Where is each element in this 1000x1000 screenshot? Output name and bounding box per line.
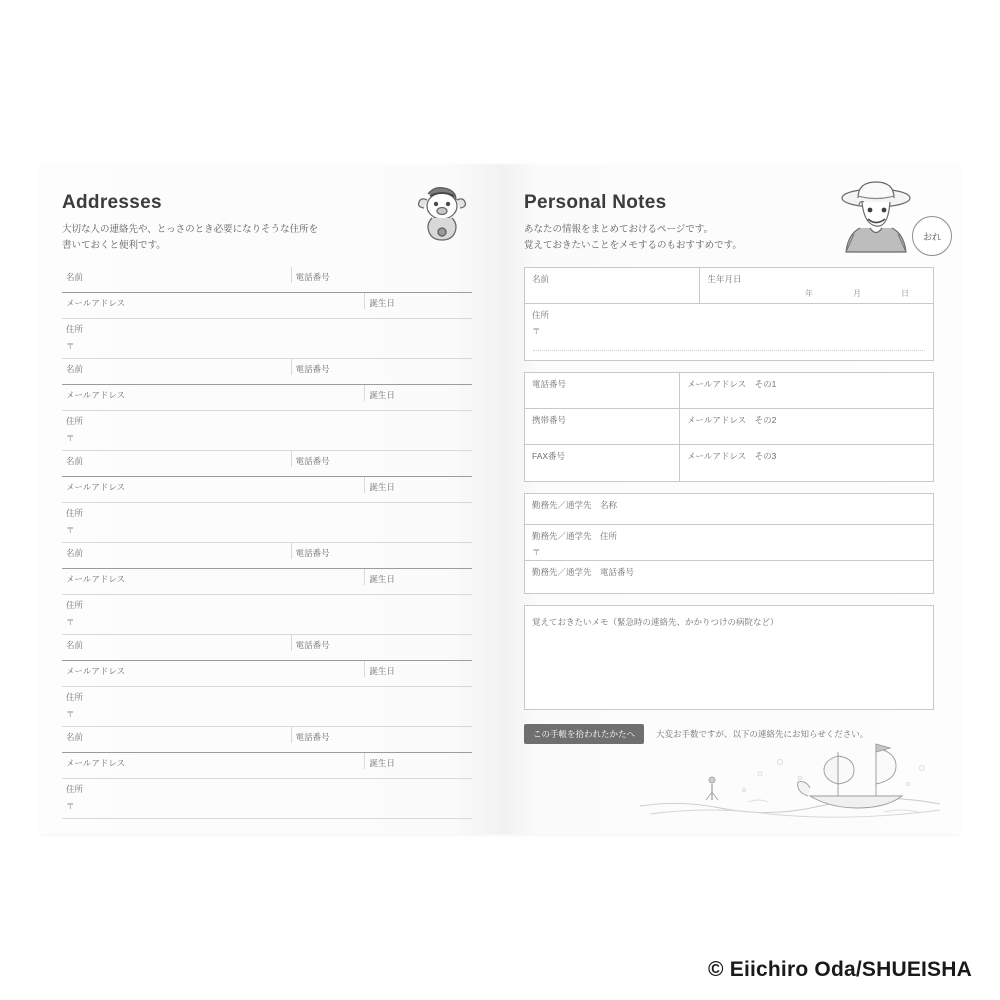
address-field-name[interactable]: 名前 <box>62 359 292 375</box>
field-mobile-label: 携帯番号 <box>532 415 567 426</box>
address-field-postal: 〒 <box>66 525 75 536</box>
address-field-address[interactable]: 住所 〒 <box>62 687 472 720</box>
address-field-postal: 〒 <box>66 433 75 444</box>
birthdate-ymd-hint: 年 月 日 <box>804 289 925 299</box>
field-address-label: 住所 <box>532 310 550 321</box>
field-fax[interactable] <box>525 445 680 481</box>
address-entry-row-email <box>62 385 472 411</box>
address-entry-row-address <box>62 411 472 451</box>
address-entry-row-address <box>62 687 472 727</box>
address-entry-row-name <box>62 359 472 385</box>
speech-bubble-text: おれ <box>922 231 941 242</box>
field-mobile[interactable] <box>525 409 680 445</box>
memo-box[interactable] <box>524 605 934 710</box>
address-entry-row-name <box>62 543 472 569</box>
address-entry <box>62 451 472 543</box>
address-entry-row-address <box>62 503 472 543</box>
address-entry-list <box>62 267 472 819</box>
address-field-birthday[interactable]: 誕生日 <box>369 574 395 585</box>
address-field-address[interactable]: 住所 〒 <box>62 319 472 352</box>
address-field-email[interactable]: メールアドレス <box>62 385 365 401</box>
address-entry-row-name <box>62 635 472 661</box>
address-entry-row-name <box>62 451 472 477</box>
address-entry <box>62 359 472 451</box>
address-field-birthday[interactable]: 誕生日 <box>369 390 395 401</box>
address-dotted-rule <box>533 350 925 351</box>
address-entry-row-name <box>62 727 472 753</box>
address-field-postal: 〒 <box>66 801 75 812</box>
field-phone-label: 電話番号 <box>532 379 567 390</box>
found-notebook-strip <box>524 724 934 744</box>
workplace-box <box>524 493 934 594</box>
field-email-1[interactable] <box>680 373 933 409</box>
field-work-name[interactable] <box>525 494 933 525</box>
address-field-name[interactable]: 名前 <box>62 635 292 651</box>
field-work-phone[interactable] <box>525 561 933 593</box>
address-field-birthday[interactable]: 誕生日 <box>369 482 395 493</box>
address-field-phone[interactable]: 電話番号 <box>295 640 330 651</box>
contact-box <box>524 372 934 482</box>
address-entry-row-address <box>62 595 472 635</box>
page-lede <box>524 222 864 253</box>
address-field-name[interactable]: 名前 <box>62 267 292 283</box>
address-field-address[interactable]: 住所 〒 <box>62 779 472 812</box>
address-field-address[interactable]: 住所 〒 <box>62 411 472 444</box>
personal-notes-page <box>502 164 960 834</box>
address-field-phone[interactable]: 電話番号 <box>295 732 330 743</box>
field-work-phone-label: 勤務先／通学先 電話番号 <box>532 567 635 578</box>
addresses-page <box>40 164 502 834</box>
address-field-address[interactable]: 住所 〒 <box>62 503 472 536</box>
copyright-notice: © Eiichiro Oda/SHUEISHA <box>708 958 972 981</box>
address-field-name[interactable]: 名前 <box>62 727 292 743</box>
field-work-name-label: 勤務先／通学先 名称 <box>532 500 618 511</box>
address-entry <box>62 635 472 727</box>
address-field-postal: 〒 <box>66 617 75 628</box>
found-notebook-tag: この手帳を拾われたかたへ <box>524 724 644 744</box>
address-field-phone[interactable]: 電話番号 <box>295 272 330 283</box>
address-field-name[interactable]: 名前 <box>62 543 292 559</box>
address-entry <box>62 543 472 635</box>
memo-label: 覚えておきたいメモ（緊急時の連絡先、かかりつけの病院など） <box>532 617 779 628</box>
page-lede <box>62 222 372 253</box>
lede-line-1: 大切な人の連絡先や、とっさのとき必要になりそうな住所を <box>62 224 319 235</box>
field-phone[interactable] <box>525 373 680 409</box>
lede-line-2: 書いておくと便利です。 <box>62 239 166 251</box>
address-field-postal: 〒 <box>66 709 75 720</box>
address-entry-row-email <box>62 477 472 503</box>
field-email-3[interactable] <box>680 445 933 481</box>
address-entry-row-email <box>62 293 472 319</box>
field-work-address[interactable] <box>525 525 933 561</box>
address-field-phone[interactable]: 電話番号 <box>295 548 330 559</box>
field-work-address-postal: 〒 <box>532 547 541 558</box>
field-address[interactable] <box>525 304 933 360</box>
address-field-email[interactable]: メールアドレス <box>62 753 365 769</box>
field-birthdate[interactable] <box>700 268 933 304</box>
field-address-postal: 〒 <box>532 326 541 337</box>
address-field-email[interactable]: メールアドレス <box>62 293 365 309</box>
address-field-email[interactable]: メールアドレス <box>62 569 365 585</box>
field-email-3-label: メールアドレス その3 <box>687 451 777 462</box>
notebook-spread <box>40 164 960 834</box>
field-email-1-label: メールアドレス その1 <box>687 379 777 390</box>
field-work-address-label: 勤務先／通学先 住所 <box>532 531 618 542</box>
address-field-birthday[interactable]: 誕生日 <box>369 666 395 677</box>
address-entry <box>62 727 472 819</box>
address-entry-row-email <box>62 753 472 779</box>
field-name-label: 名前 <box>532 274 550 285</box>
field-email-2[interactable] <box>680 409 933 445</box>
address-field-email[interactable]: メールアドレス <box>62 661 365 677</box>
address-field-email[interactable]: メールアドレス <box>62 477 365 493</box>
lede-line-1: あなたの情報をまとめておけるページです。 <box>524 224 714 235</box>
field-birthdate-label: 生年月日 <box>707 274 742 285</box>
address-entry-row-address <box>62 779 472 819</box>
lede-line-2: 覚えておきたいことをメモするのもおすすめです。 <box>524 239 742 251</box>
address-entry-row-email <box>62 569 472 595</box>
page-title: Addresses <box>62 192 162 213</box>
address-entry-row-address <box>62 319 472 359</box>
address-field-birthday[interactable]: 誕生日 <box>369 758 395 769</box>
address-field-birthday[interactable]: 誕生日 <box>369 298 395 309</box>
address-field-phone[interactable]: 電話番号 <box>295 456 330 467</box>
address-field-phone[interactable]: 電話番号 <box>295 364 330 375</box>
address-entry-row-name <box>62 267 472 293</box>
address-field-name[interactable]: 名前 <box>62 451 292 467</box>
page-title: Personal Notes <box>524 192 667 213</box>
address-entry <box>62 267 472 359</box>
speech-bubble <box>912 216 952 256</box>
field-fax-label: FAX番号 <box>532 451 566 462</box>
address-field-postal: 〒 <box>66 341 75 352</box>
chopper-icon <box>408 180 478 250</box>
address-field-address[interactable]: 住所 〒 <box>62 595 472 628</box>
field-name[interactable] <box>525 268 700 304</box>
field-email-2-label: メールアドレス その2 <box>687 415 777 426</box>
address-entry-row-email <box>62 661 472 687</box>
found-notebook-note: 大変お手数ですが、以下の連絡先にお知らせください。 <box>656 729 869 740</box>
identity-box <box>524 267 934 361</box>
